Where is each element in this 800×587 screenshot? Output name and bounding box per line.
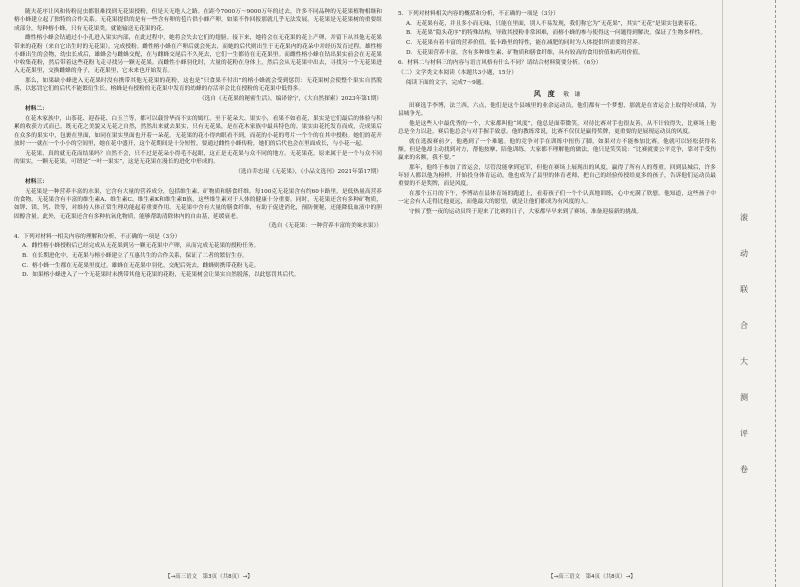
option-a: A．无花果有花，并且多小而无味，只能在里面，别人不易发现，我们称它为“无花果”，其实“无花”是果实包裹着花。 [406,20,701,27]
paragraph: 守候了整一夜的运动员终于迎来了比赛的日子，大家都早早来到了赛场，准备迎接新的挑战。 [409,209,643,216]
question-stem: 4．下列对材料一相关内容的理解和分析，不正确的一项是（3分） [14,233,181,240]
question-4 [14,233,382,280]
option-c: C．榕小蜂一生都在无花果里度过，雄蜂在无花果中羽化、交配后死去，雌蜂则携带花粉飞走。 [22,262,260,269]
question-6: 6．材料二与材料三的内容与语言风格有什么不同？请结合材料简要分析。（6分） [398,60,602,67]
margin-char: 卷 [740,465,748,474]
paragraph: 他是这些人中最优秀的一个，大家都叫他“风度”，他总是面带微笑，对待比赛对手也很友善，从不计较得失，比赛场上他总是全力以赴，赛后他总会与对手握手致意。他的教练常说，比赛不仅仅是赢得奖牌，更重要的是展现运动员的风度。 [398,120,716,135]
paragraph: 在花木家族中，山茶花、迎春花、白玉兰等，都可以载誉华而不实的嫣红。至于花朵大、果实小，看果不如看花，果实是它们最后的体验与积累的收获方式而已。既无花之美貌又无花之自然，然然出来就去果实，只有无花果，是在花木家族中最具特色的。果实由花托发育而成，壳成果后在众多的果实中，包裹在里面，如同在果实里面也开着一朵花。无花果的花小得肉眼看不到，而花的小花的萼片一个个的在其中授粉。她们的花开放时一一就在一个小小的空间里，她在花中盛开，这个花期间是十分短暂，要通过雌性小蜂传粉，她们的后代也会在里面成长，与小花一起。 [14,116,382,148]
section-instruction: 阅读下面的文字，完成7～9题。 [406,80,488,87]
question-stem: 5．下列对材料相关内容的概括和分析，不正确的一项是（3分） [398,11,559,17]
binding-cut-line [775,0,776,587]
margin-label [737,200,751,488]
source-citation: （选自《无花果：一种营养丰富的美味水果》） [265,223,382,230]
margin-char: 评 [740,429,748,438]
margin-char: 测 [740,393,748,402]
paragraph: 无花果，真的就无花而结果吗？自然不会，只不过是花朵小得毛不起眼，这正是无花果与众不同的地方。无花果花，原来属于是一个与众不同的果实，一颗无花果，可谓是“一叶一果实”，这是无花果在漫长的进化中形成的。 [14,150,382,165]
paragraph: 田赛选手李博，法兰西，六点，他们是这个县城里的业余运动员，他们都有一个梦想，那就是在省运会上取得好成绩，为县城争光。 [398,102,716,117]
page-footer-left: 【→高三语文 第3页（共8页）→】 [165,574,253,580]
option-d: D．如果榕小蜂进入了一个无花果时未携带其他无花果的花粉，无花果树会让果实自然脱落，以此惩罚其后代。 [22,272,300,279]
paragraph: 那年，他终于参加了省运会，尽管没能拿到冠军，但他在赛场上展现出的风度，赢得了所有人的尊重。回到县城后，许多年轻人都以他为榜样，开始投身体育运动。他也成为了县里的体育老师，把自己的经验传授给更多的孩子，告诉他们运动员最重要的不是奖牌，而是风度。 [398,164,716,188]
margin-char: 联 [740,285,748,294]
option-b: B．在长期进化中，无花果与榕小蜂建立了互惠共生的合作关系，保证了二者的繁衍生存。 [22,252,248,259]
material-2-label: 材料二： [25,106,48,113]
section-heading: （二）文学类文本阅读（本题共3小题，15分） [398,70,517,77]
paragraph: 随夫花序让风和传粉昆虫都很难找到无花果授粉，但是天无绝人之路。在距今7000万～9000万年的过去，许多不同品种的无花果植物相继和榕小蜂建立起了独特的合作关系。无花果提供的是有一些含有卵的苞片供小蜂产卵，如果不作回报那就几乎无法发展。无花果是无花果树的重要组成部分，每种榕小蜂，只有无花果类，就能输送无花果的花。 [14,9,382,32]
story-title-text: 风 度 [533,89,555,99]
paragraph: 无花果是一种营养丰富的水果，它含有大量的营养成分，包括维生素、矿物质和膳食纤维。每100克无花果含有约60卡路里，是低热量高营养的食物。无花果含有丰富的维生素A、维生素C、维生素K和维生素B族，这些维生素对于人体的健康十分重要。同时，无花果还含有多种矿物质，如钾、镁、钙、铁等，对维持人体正常生理功能起着重要作用。无花果中含有大量的膳食纤维，有助于促进消化，预防便秘，还能降低血液中的胆固醇含量。此外，无花果还含有多种抗氧化物质，能够帮助清除体内的自由基，延缓衰老。 [14,188,382,220]
story-title [398,90,716,99]
option-c: C．无花果有着丰富的营养价值，低卡路里的特性，能在减肥的同时为人体提供所需要的营养。 [406,40,644,47]
option-d: D．无花果营养丰富，含有多种维生素、矿物质和膳食纤维，具有较高的食用价值和药用价值。 [406,49,644,56]
paragraph: 就在选拔赛前夕，他遇到了一个难题。他的竞争对手在训练中扭伤了脚，如果对方不能参加比赛，他就可以轻松获得名额。但是他却主动找到对方，帮他按摩、陪他训练。大家都不理解他的做法，他只是笑笑说：“比赛就要公平竞争，靠对手受伤赢来的名额，我不要。” [398,138,716,162]
margin-char: 滚 [740,213,748,222]
binding-margin [722,0,800,587]
page-3 [14,8,382,568]
paragraph: 那么，如果缺小蜂进入无花果时没有携带其他无花果的花粉，这也是“只食果不付出”的榕小蜂就会受到惩罚：无花果树会使整个果实自然脱落，以惩罚它们的后代不能繁衍生长。榕蜂是有授粉的无花果中发育的幼蜂的存活率会比在授粉的无花果中低得多。 [14,78,382,93]
page-footer-right: 【→高三语文 第4页（共8页）→】 [548,574,636,580]
page-4 [398,8,716,568]
material-3-label: 材料三： [25,178,48,185]
margin-char: 合 [740,321,748,330]
source-citation: （选自乔忠琨《无花果》，《小品文选刊》2021年第17期） [235,168,382,175]
question-5 [398,10,716,57]
option-b: B．无花果“隐头花序”的特殊结构，导致其授粉非常困难，而榕小蜂的参与使得这一问题得到解决，保证了生物多样性。 [406,30,707,37]
source-citation: （选自《无花果的秘密生活》，编译徐宁，《大自然探索》2023年第1期） [198,96,382,103]
margin-char: 大 [740,357,748,366]
story-author: 敬 谦 [563,92,581,99]
material-1-body [14,8,382,103]
option-a: A．雌性榕小蜂授粉后已经完成从无花果到另一颗无花果中产卵，从而完成无花果的授粉任务。 [22,243,260,250]
paragraph: 在那个五月的下午，李博站在县体育场的跑道上，看着孩子们一个个认真地训练，心中充满了欣慰。他知道，这些孩子中一定会有人走得比他更远，而他最大的愿望，就是让他们都成为有风度的人。 [398,191,716,206]
margin-char: 动 [740,249,748,258]
paragraph: 雌性榕小蜂会钻通过小小孔进入果实内部，在此过程中，她将会失去它们的翅膀。接下来，她将会在无花果的花上产卵，并留下从其他无花果带来的花粉（来自它出生时的无花果），完成授粉。雌性榕小蜂在产卵后就会死去，而她的后代则出生于无花果内的花朵中并经历发育过程。雄性榕小蜂出生的会物，幼虫长成后，雄蜂会与雌蜂交配，在与雌蜂交尾后不久死去，它们一生都待在无花果里。而雌性榕小蜂在钻出果实前会在无花果中收集花粉，然后带着这些花粉飞走寻找另一颗无花果。而雌性小蜂羽化时，大量的花粉在身体上，然后会从无花果中出去，寻找另一个无花果进入无花果里，交换雌蜂的身子，无花果里，它未来也开始发育。 [14,35,382,75]
